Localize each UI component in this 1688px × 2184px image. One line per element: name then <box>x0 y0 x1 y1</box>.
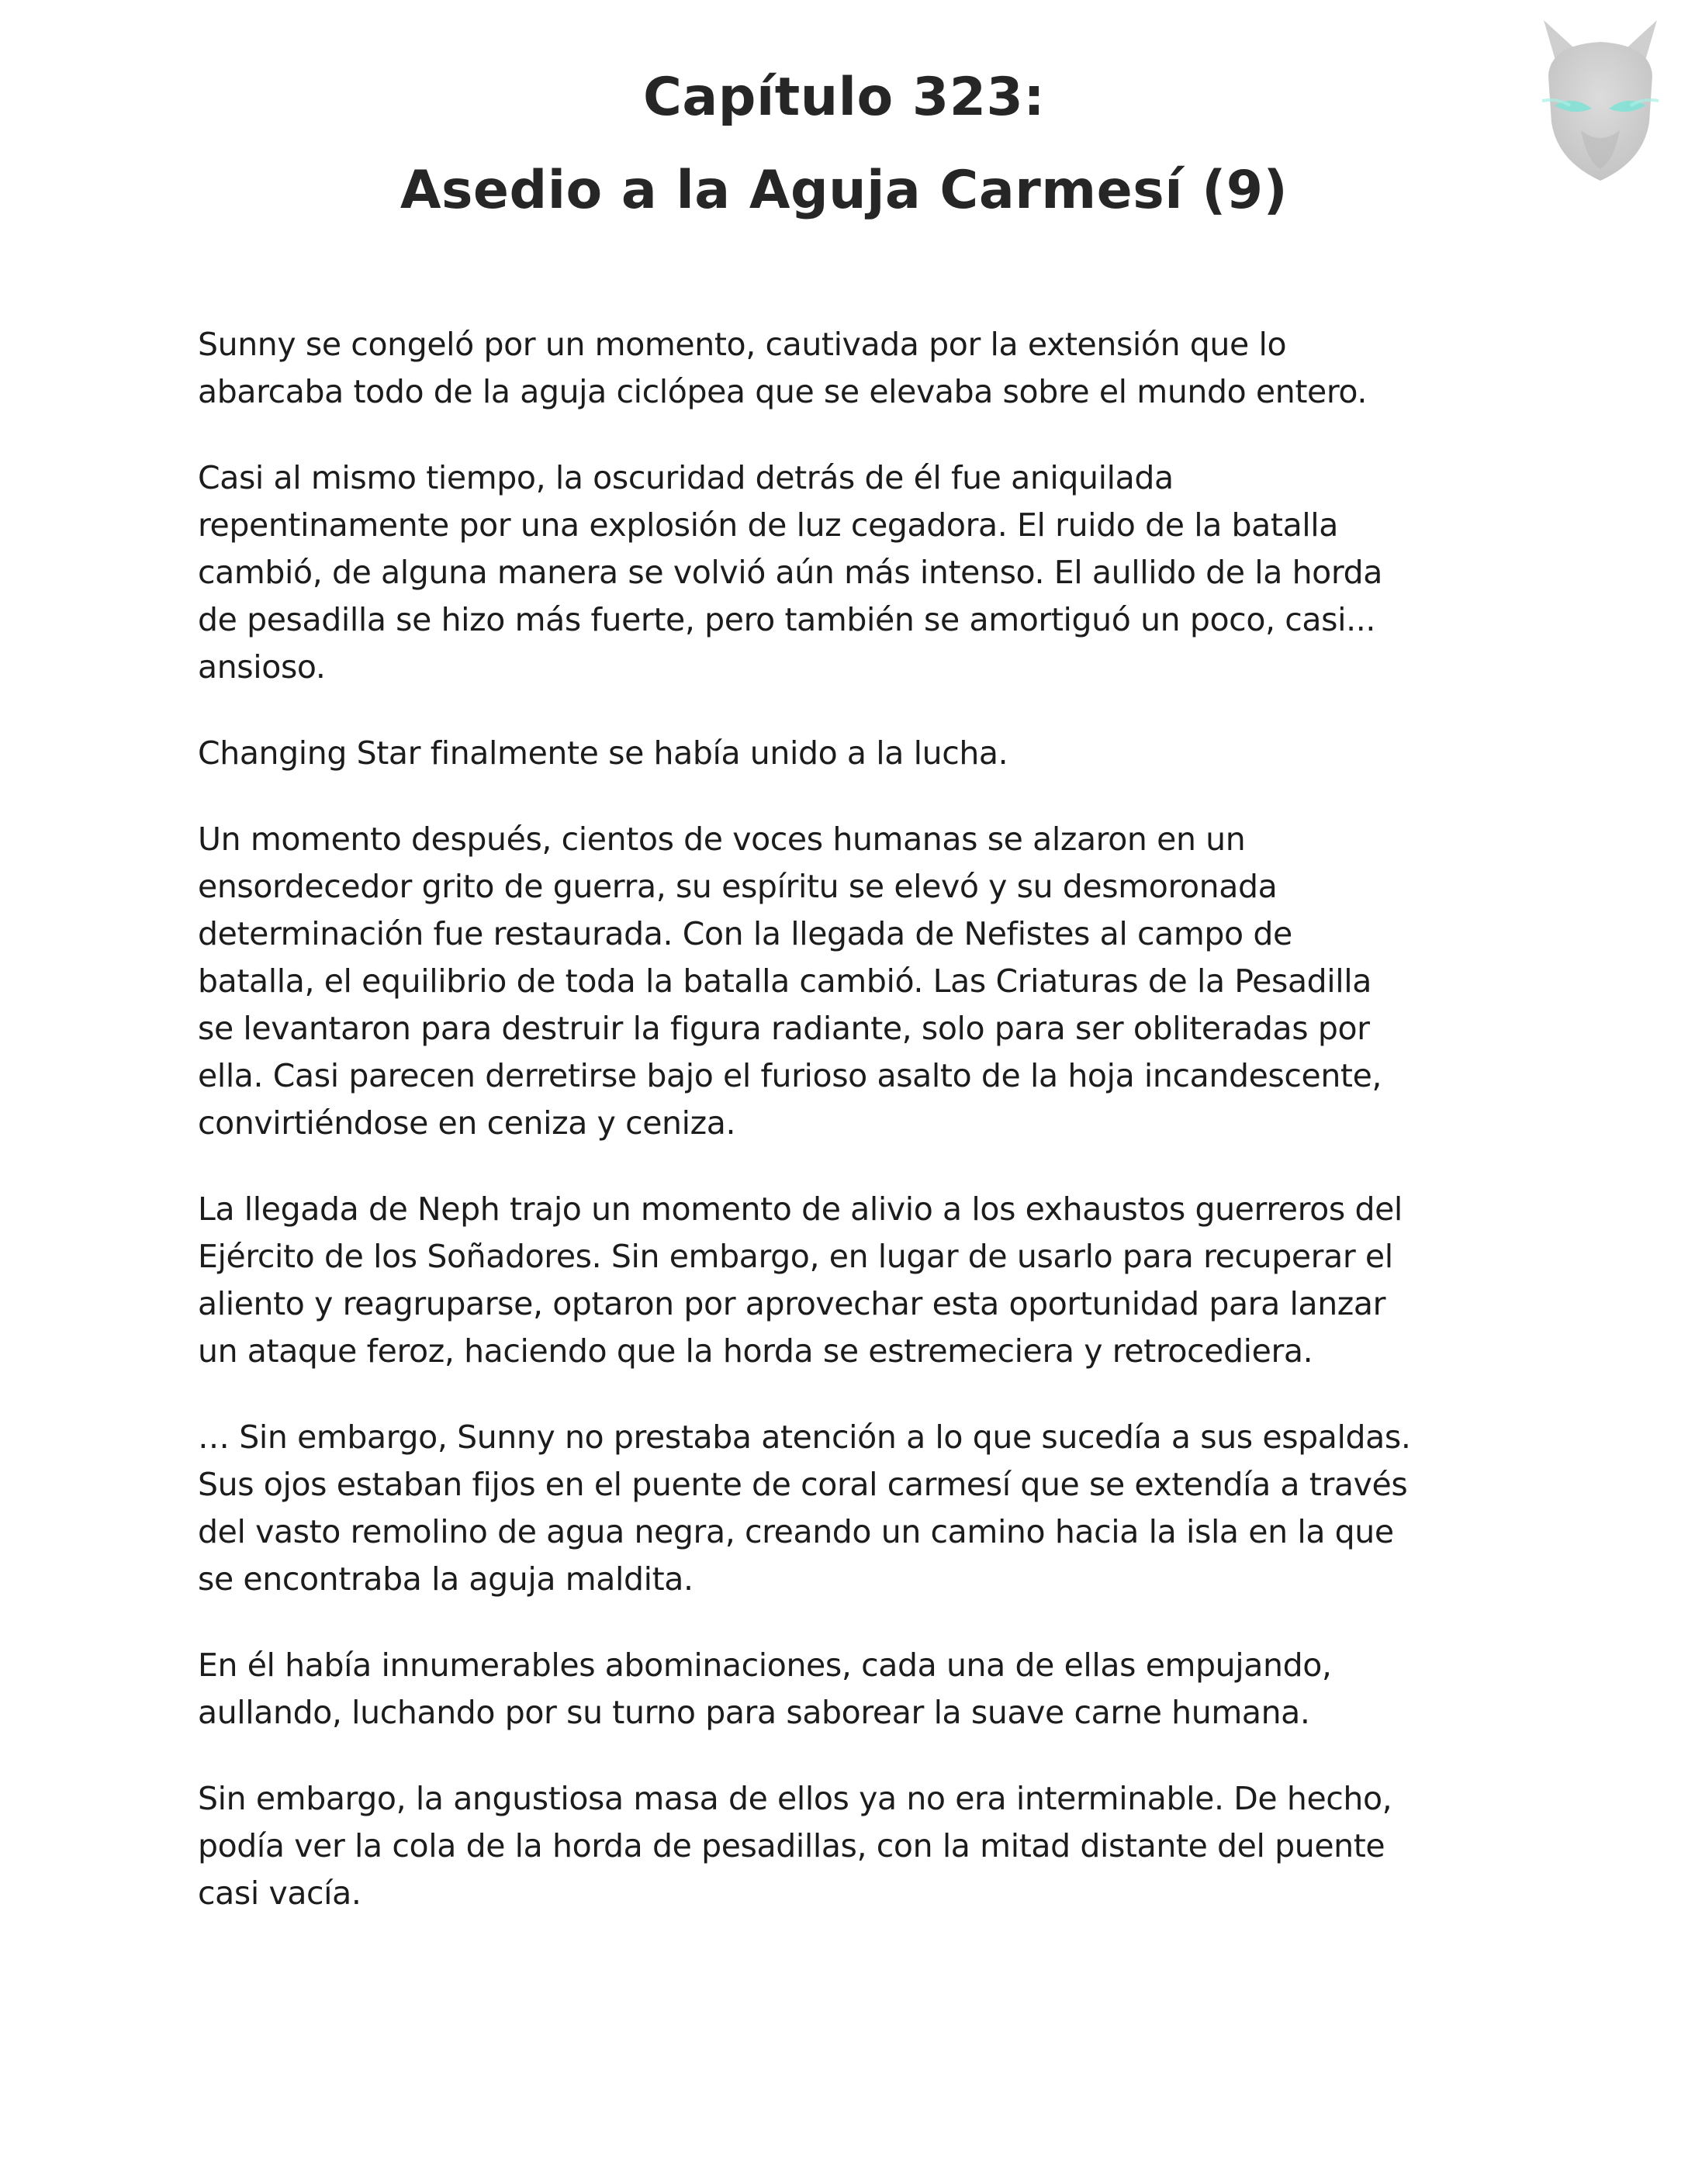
chapter-number: Capítulo 323: <box>642 67 1046 128</box>
paragraph: … Sin embargo, Sunny no prestaba atención a lo que sucedía a sus espaldas. Sus ojos estaban fijos en el puente de coral carmesí que se extendía a través del vasto remolino de agua negra, creando un camino hacia la isla en la que se encontraba la aguja maldita. <box>198 1419 1411 1598</box>
paragraph: La llegada de Neph trajo un momento de alivio a los exhaustos guerreros del Ejército de los Soñadores. Sin embargo, en lugar de usarlo para recuperar el aliento y reagruparse, optaron por aprovechar esta oportunidad para lanzar un ataque feroz, haciendo que la horda se estremeciera y retrocediera. <box>198 1190 1403 1370</box>
paragraph: Casi al mismo tiempo, la oscuridad detrás de él fue aniquilada repentinamente por una explosión de luz cegadora. El ruido de la batalla cambió, de alguna manera se volvió aún más intenso. El aullido de la horda de pesadilla se hizo más fuerte, pero también se amortiguó un poco, casi... ansioso. <box>198 459 1382 686</box>
chapter-title <box>0 51 1688 237</box>
horned-demon-head-icon <box>1527 14 1674 192</box>
chapter-name: Asedio a la Aguja Carmesí (9) <box>400 160 1288 221</box>
paragraph: Changing Star finalmente se había unido a la lucha. <box>198 734 1008 772</box>
paragraph: Sin embargo, la angustiosa masa de ellos ya no era interminable. De hecho, podía ver la cola de la horda de pesadillas, con la mitad distante del puente casi vacía. <box>198 1780 1392 1912</box>
paragraph: En él había innumerables abominaciones, cada una de ellas empujando, aullando, luchando por su turno para saborear la suave carne humana. <box>198 1647 1332 1731</box>
paragraph: Sunny se congeló por un momento, cautivada por la extensión que lo abarcaba todo de la aguja ciclópea que se elevaba sobre el mundo entero. <box>198 326 1367 410</box>
chapter-body <box>198 321 1501 1956</box>
paragraph: Un momento después, cientos de voces humanas se alzaron en un ensordecedor grito de guerra, su espíritu se elevó y su desmoronada determinación fue restaurada. Con la llegada de Nefistes al campo de batalla, el equilibrio de toda la batalla cambió. Las Criaturas de la Pesadilla se levantaron para destruir la figura radiante, solo para ser obliteradas por ella. Casi parecen derretirse bajo el furioso asalto de la hoja incandescente, convirtiéndose en ceniza y ceniza. <box>198 821 1382 1142</box>
